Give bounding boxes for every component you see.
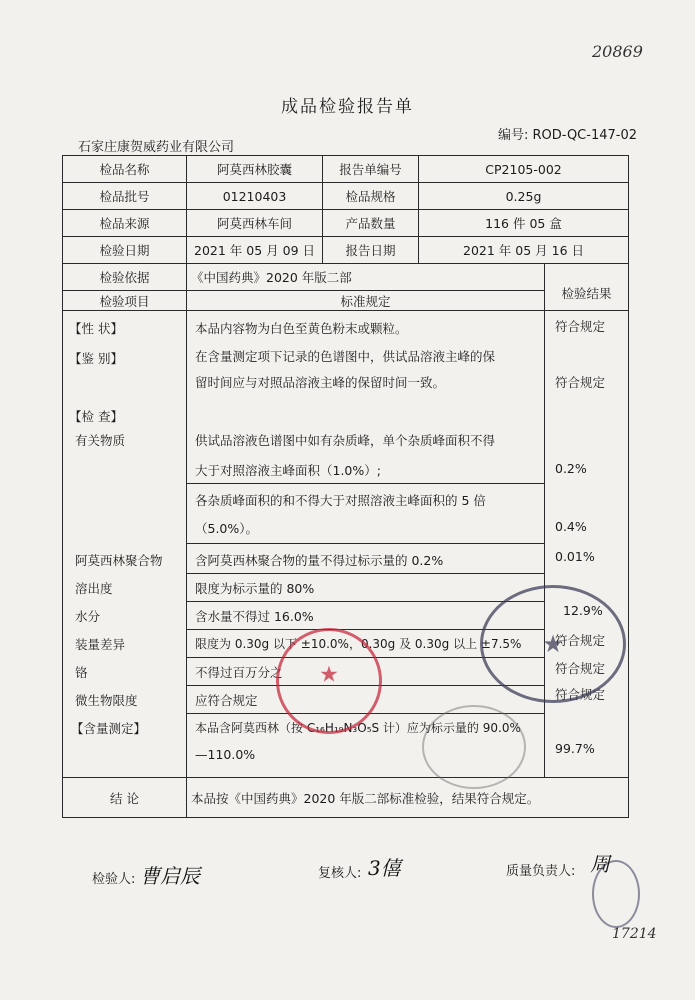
result-header: 检验结果 [545, 264, 629, 311]
inspector-label: 检验人: [92, 872, 136, 887]
item-label: 【检 查】 [69, 409, 123, 424]
standard-text: 本品含阿莫西林（按 C₁₆H₁₉N₃O₅S 计）应为标示量的 90.0% [195, 721, 521, 735]
column-header-row [63, 291, 629, 311]
conclusion-label: 结 论 [63, 778, 187, 818]
result-value: 符合规定 [555, 375, 606, 390]
qa-signature: 周 [590, 852, 610, 876]
header-label: 检品批号 [63, 183, 187, 210]
result-value: 0.4% [555, 519, 587, 534]
page-title: 成品检验报告单 [281, 97, 414, 117]
star-icon: ★ [319, 662, 339, 688]
basis-row [63, 264, 629, 291]
item-label: 【性 状】 [69, 321, 123, 336]
header-row [63, 183, 629, 210]
standard-text: 在含量测定项下记录的色谱图中，供试品溶液主峰的保 [195, 349, 496, 364]
item-label: 装量差异 [75, 637, 126, 652]
result-value: 符合规定 [555, 687, 606, 702]
item-label: 铬 [75, 665, 88, 680]
item-label: 微生物限度 [75, 693, 138, 708]
standard-text: 留时间应与对照品溶液主峰的保留时间一致。 [195, 375, 446, 390]
result-value: 0.2% [555, 461, 587, 476]
divider [187, 573, 544, 574]
result-column [545, 311, 628, 777]
standard-text: 含阿莫西林聚合物的量不得过标示量的 0.2% [195, 553, 444, 568]
standard-text: 应符合规定 [195, 693, 258, 708]
faded-stamp [422, 705, 526, 789]
red-round-stamp [276, 628, 382, 734]
reviewer-signature: 3僖 [368, 856, 401, 880]
header-value: 2021 年 05 月 16 日 [419, 237, 629, 264]
header-label: 产品数量 [323, 210, 419, 237]
header-row [63, 237, 629, 264]
header-value: 2021 年 05 月 09 日 [187, 237, 323, 264]
header-value: 阿莫西林车间 [187, 210, 323, 237]
header-row [63, 156, 629, 183]
header-label: 检品名称 [63, 156, 187, 183]
header-value: CP2105-002 [419, 156, 629, 183]
corner-note-top: 20869 [592, 42, 643, 61]
standard-text: （5.0%）。 [195, 521, 259, 536]
standard-text: 不得过百万分之 [195, 665, 283, 680]
header-value: 0.25g [419, 183, 629, 210]
result-value: 12.9% [563, 603, 603, 618]
company-oval-stamp [480, 585, 626, 703]
standard-text: 限度为 0.30g 以下 ±10.0%，0.30g 及 0.30g 以上 ±7.5% [195, 637, 522, 651]
basis-value: 《中国药典》2020 年版二部 [187, 264, 545, 291]
item-label: 阿莫西林聚合物 [75, 553, 163, 568]
qa-label: 质量负责人: [506, 864, 576, 879]
item-column [63, 311, 186, 777]
standard-text: 大于对照溶液主峰面积（1.0%）; [195, 463, 381, 478]
item-label: 有关物质 [75, 433, 126, 448]
standard-text: 各杂质峰面积的和不得大于对照溶液主峰面积的 5 倍 [195, 493, 486, 508]
standard-text: —110.0% [195, 747, 256, 762]
header-label: 报告单编号 [323, 156, 419, 183]
conclusion-row [63, 778, 629, 818]
result-value: 符合规定 [555, 661, 606, 676]
divider [187, 483, 544, 484]
item-label: 溶出度 [75, 581, 113, 596]
result-value: 99.7% [555, 741, 595, 756]
header-label: 检验日期 [63, 237, 187, 264]
header-row [63, 210, 629, 237]
standard-text: 本品内容物为白色至黄色粉末或颗粒。 [195, 321, 408, 336]
standard-header: 标准规定 [187, 291, 545, 311]
result-value: 符合规定 [555, 633, 606, 648]
item-label: 【含量测定】 [71, 721, 147, 736]
header-value: 01210403 [187, 183, 323, 210]
divider [187, 543, 544, 544]
header-label: 检品来源 [63, 210, 187, 237]
conclusion-text: 本品按《中国药典》2020 年版二部标准检验，结果符合规定。 [187, 778, 629, 818]
basis-label: 检验依据 [63, 264, 187, 291]
result-value: 符合规定 [555, 319, 606, 334]
header-value: 阿莫西林胶囊 [187, 156, 323, 183]
divider [187, 601, 544, 602]
standard-text: 含水量不得过 16.0% [195, 609, 314, 624]
document-code: 编号: ROD-QC-147-02 [498, 128, 638, 143]
item-label: 水分 [75, 609, 101, 624]
header-label: 报告日期 [323, 237, 419, 264]
item-label: 【鉴 别】 [69, 351, 123, 366]
company-name: 石家庄康贺威药业有限公司 [78, 140, 235, 155]
reviewer-label: 复核人: [318, 866, 362, 881]
corner-note-bottom: 17214 [612, 926, 657, 942]
header-value: 116 件 05 盒 [419, 210, 629, 237]
star-icon: ★ [542, 630, 564, 658]
inspector-signature: 曹启辰 [140, 864, 200, 888]
item-header: 检验项目 [63, 291, 187, 311]
standard-text: 供试品溶液色谱图中如有杂质峰，单个杂质峰面积不得 [195, 433, 496, 448]
standard-text: 限度为标示量的 80% [195, 581, 315, 596]
header-label: 检品规格 [323, 183, 419, 210]
result-value: 0.01% [555, 549, 595, 564]
